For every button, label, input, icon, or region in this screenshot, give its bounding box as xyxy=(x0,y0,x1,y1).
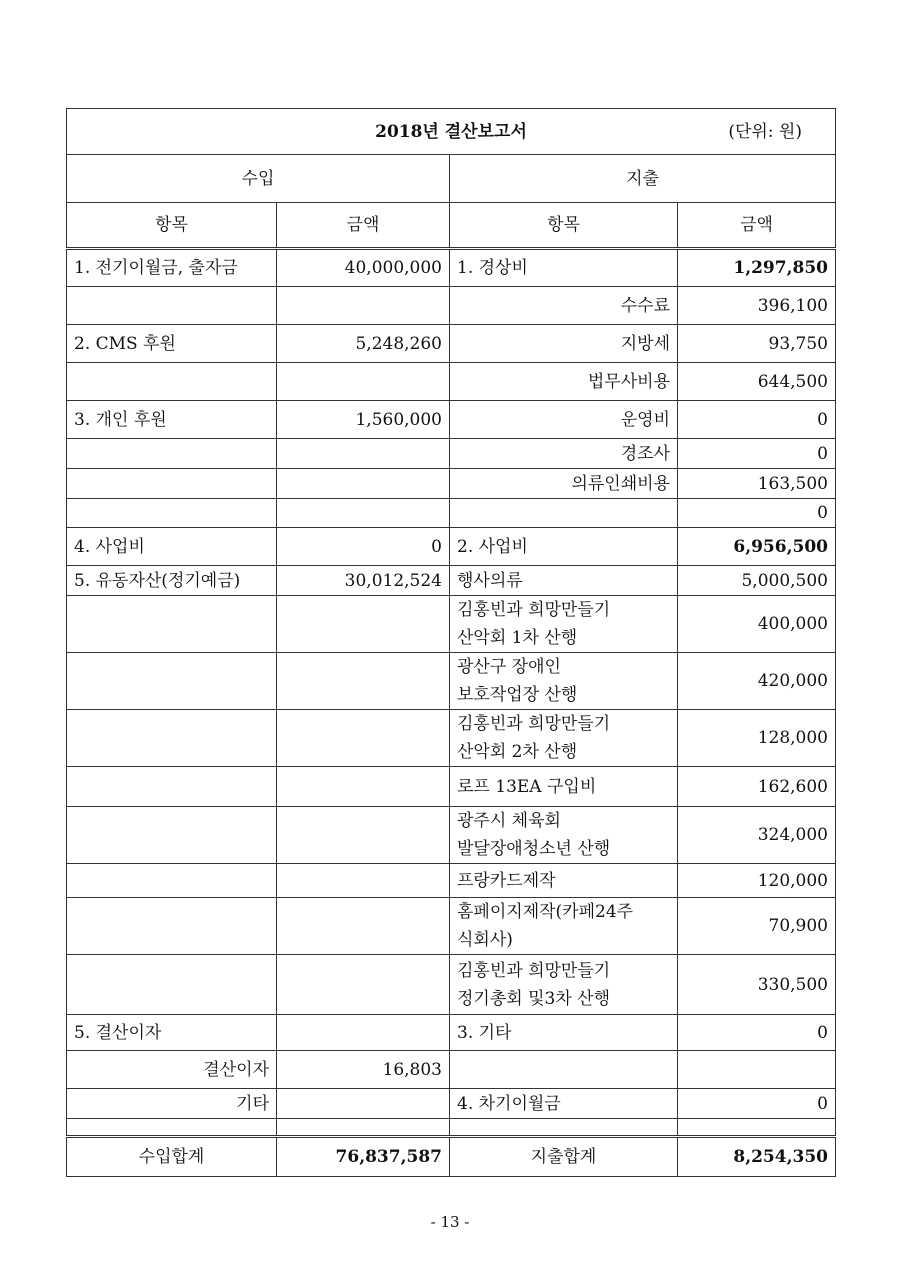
income-header: 수입 xyxy=(67,155,450,203)
expense-item-cell: 김홍빈과 희망만들기 산악회 1차 산행 xyxy=(450,596,678,653)
income-amount-cell: 30,012,524 xyxy=(277,566,450,596)
income-item-cell xyxy=(67,439,277,469)
report-row xyxy=(67,363,836,401)
income-item-cell xyxy=(67,469,277,499)
income-amount-cell xyxy=(277,767,450,807)
report-row xyxy=(67,767,836,807)
expense-amount-cell: 0 xyxy=(678,1015,836,1051)
income-amount-cell xyxy=(277,596,450,653)
income-amount-cell xyxy=(277,807,450,864)
expense-item-cell: 의류인쇄비용 xyxy=(450,469,678,499)
income-item-cell xyxy=(67,898,277,955)
income-amount-cell xyxy=(277,363,450,401)
expense-amount-cell: 1,297,850 xyxy=(678,249,836,287)
income-amount-cell: 0 xyxy=(277,528,450,566)
income-item-cell xyxy=(67,807,277,864)
income-item-cell xyxy=(67,653,277,710)
expense-amount-cell: 128,000 xyxy=(678,710,836,767)
report-row xyxy=(67,1015,836,1051)
expense-item-cell: 4. 차기이월금 xyxy=(450,1089,678,1119)
income-item-cell xyxy=(67,596,277,653)
expense-item-cell: 수수료 xyxy=(450,287,678,325)
report-row xyxy=(67,325,836,363)
expense-total-amount: 8,254,350 xyxy=(678,1137,836,1177)
report-row xyxy=(67,249,836,287)
expense-item-cell: 로프 13EA 구입비 xyxy=(450,767,678,807)
income-amount-cell xyxy=(277,499,450,528)
income-item-cell xyxy=(67,767,277,807)
expense-item-cell: 1. 경상비 xyxy=(450,249,678,287)
report-row xyxy=(67,653,836,710)
expense-item-cell: 홈페이지제작(카페24주 식회사) xyxy=(450,898,678,955)
report-row xyxy=(67,1119,836,1137)
income-item-cell xyxy=(67,710,277,767)
expense-item-cell: 운영비 xyxy=(450,401,678,439)
expense-item-cell: 광주시 체육회 발달장애청소년 산행 xyxy=(450,807,678,864)
income-item-cell: 기타 xyxy=(67,1089,277,1119)
expense-amount-cell: 0 xyxy=(678,439,836,469)
income-amount-cell: 16,803 xyxy=(277,1051,450,1089)
expense-item-cell xyxy=(450,499,678,528)
income-item-cell: 3. 개인 후원 xyxy=(67,401,277,439)
report-row xyxy=(67,955,836,1015)
report-row xyxy=(67,864,836,898)
report-title-cell xyxy=(67,109,836,155)
expense-item-header: 항목 xyxy=(450,203,678,249)
expense-amount-cell: 5,000,500 xyxy=(678,566,836,596)
report-row xyxy=(67,528,836,566)
income-item-cell xyxy=(67,287,277,325)
expense-amount-header: 금액 xyxy=(678,203,836,249)
income-item-cell xyxy=(67,864,277,898)
income-total-label: 수입합계 xyxy=(67,1137,277,1177)
income-amount-cell: 5,248,260 xyxy=(277,325,450,363)
report-row xyxy=(67,566,836,596)
expense-amount-cell: 162,600 xyxy=(678,767,836,807)
expense-amount-cell: 0 xyxy=(678,1089,836,1119)
income-item-cell: 2. CMS 후원 xyxy=(67,325,277,363)
expense-item-cell: 지방세 xyxy=(450,325,678,363)
income-item-cell xyxy=(67,499,277,528)
unit-label: (단위: 원) xyxy=(728,121,802,142)
report-row xyxy=(67,1051,836,1089)
report-row xyxy=(67,287,836,325)
expense-amount-cell xyxy=(678,1119,836,1137)
income-item-cell: 5. 결산이자 xyxy=(67,1015,277,1051)
expense-amount-cell: 330,500 xyxy=(678,955,836,1015)
expense-item-cell xyxy=(450,1119,678,1137)
income-item-cell: 5. 유동자산(정기예금) xyxy=(67,566,277,596)
income-item-cell: 4. 사업비 xyxy=(67,528,277,566)
income-item-cell xyxy=(67,363,277,401)
expense-item-cell: 행사의류 xyxy=(450,566,678,596)
report-row xyxy=(67,1089,836,1119)
income-amount-cell: 1,560,000 xyxy=(277,401,450,439)
expense-amount-cell: 120,000 xyxy=(678,864,836,898)
expense-amount-cell: 6,956,500 xyxy=(678,528,836,566)
expense-amount-cell: 324,000 xyxy=(678,807,836,864)
income-amount-cell xyxy=(277,653,450,710)
expense-item-cell: 경조사 xyxy=(450,439,678,469)
settlement-report-table xyxy=(66,108,836,1177)
expense-amount-cell: 93,750 xyxy=(678,325,836,363)
expense-amount-cell: 0 xyxy=(678,401,836,439)
income-amount-cell xyxy=(277,287,450,325)
report-row xyxy=(67,898,836,955)
report-row xyxy=(67,469,836,499)
income-total-amount: 76,837,587 xyxy=(277,1137,450,1177)
expense-amount-cell: 396,100 xyxy=(678,287,836,325)
report-row xyxy=(67,439,836,469)
expense-item-cell: 김홍빈과 희망만들기 산악회 2차 산행 xyxy=(450,710,678,767)
report-row xyxy=(67,401,836,439)
income-amount-cell xyxy=(277,439,450,469)
expense-item-cell xyxy=(450,1051,678,1089)
income-amount-cell xyxy=(277,710,450,767)
expense-amount-cell: 163,500 xyxy=(678,469,836,499)
expense-total-label: 지출합계 xyxy=(450,1137,678,1177)
expense-amount-cell: 644,500 xyxy=(678,363,836,401)
report-row xyxy=(67,499,836,528)
expense-item-cell: 프랑카드제작 xyxy=(450,864,678,898)
expense-amount-cell: 70,900 xyxy=(678,898,836,955)
report-row xyxy=(67,596,836,653)
expense-amount-cell: 0 xyxy=(678,499,836,528)
expense-item-cell: 3. 기타 xyxy=(450,1015,678,1051)
income-amount-cell xyxy=(277,1089,450,1119)
income-item-cell xyxy=(67,955,277,1015)
income-amount-cell xyxy=(277,898,450,955)
income-amount-cell: 40,000,000 xyxy=(277,249,450,287)
income-amount-cell xyxy=(277,955,450,1015)
expense-header: 지출 xyxy=(450,155,836,203)
income-item-header: 항목 xyxy=(67,203,277,249)
report-row xyxy=(67,710,836,767)
income-amount-header: 금액 xyxy=(277,203,450,249)
expense-item-cell: 김홍빈과 희망만들기 정기총회 및3차 산행 xyxy=(450,955,678,1015)
income-amount-cell xyxy=(277,469,450,499)
income-amount-cell xyxy=(277,864,450,898)
income-amount-cell xyxy=(277,1015,450,1051)
expense-item-cell: 광산구 장애인 보호작업장 산행 xyxy=(450,653,678,710)
income-item-cell xyxy=(67,1119,277,1137)
expense-item-cell: 법무사비용 xyxy=(450,363,678,401)
income-amount-cell xyxy=(277,1119,450,1137)
page-number: - 13 - xyxy=(430,1213,470,1231)
expense-amount-cell: 420,000 xyxy=(678,653,836,710)
report-row xyxy=(67,807,836,864)
income-item-cell: 1. 전기이월금, 출자금 xyxy=(67,249,277,287)
expense-amount-cell: 400,000 xyxy=(678,596,836,653)
expense-amount-cell xyxy=(678,1051,836,1089)
income-item-cell: 결산이자 xyxy=(67,1051,277,1089)
expense-item-cell: 2. 사업비 xyxy=(450,528,678,566)
report-title: 2018년 결산보고서 xyxy=(375,121,527,142)
